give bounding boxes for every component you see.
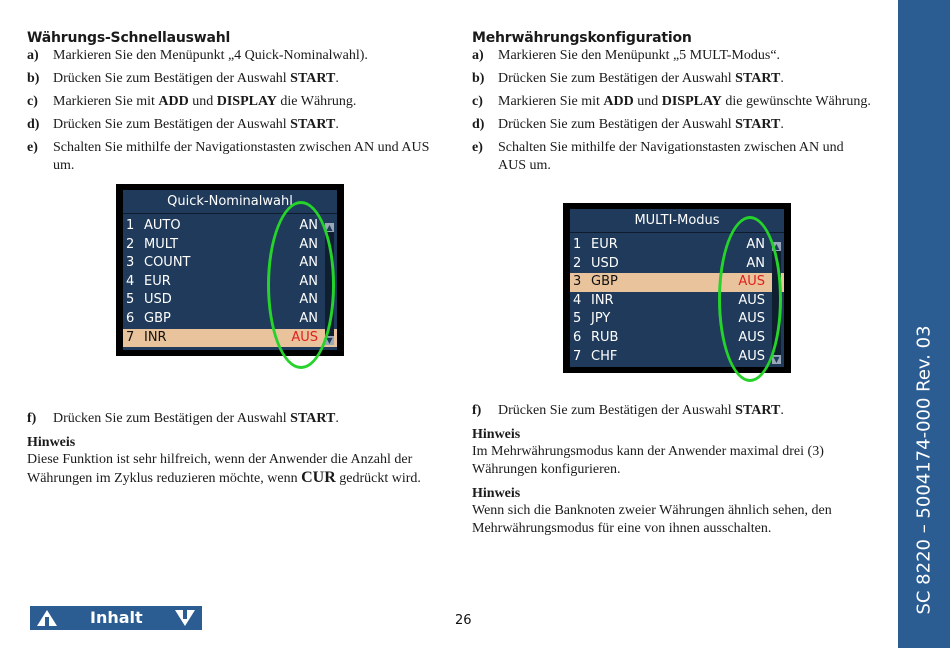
list-item: 6 RUB AUS xyxy=(573,329,765,345)
list-item: 5 JPY AUS xyxy=(573,311,765,327)
screen-title: MULTI-Modus xyxy=(570,209,784,233)
right-bottom xyxy=(472,402,872,538)
list-item-selected: 3 GBP AUS xyxy=(570,273,784,292)
list-item: 1 AUTO AN xyxy=(126,218,318,233)
step-f: f) Drücken Sie zum Bestätigen der Auswahl START. xyxy=(27,411,339,426)
scroll-down-icon: ▼ xyxy=(773,355,780,364)
step-f: f) Drücken Sie zum Bestätigen der Auswahl START. xyxy=(472,403,784,418)
highlight-oval-right xyxy=(718,216,782,382)
section-title-right: Mehrwährungskonfiguration xyxy=(472,30,692,46)
note-text: Diese Funktion ist sehr hilfreich, wenn der Anwender die Anzahl der Währungen im Zyklus reduzieren möchte, wenn CUR gedrückt wird. xyxy=(27,452,421,486)
scroll-up-icon: ▲ xyxy=(773,242,780,251)
step-a: a) Markieren Sie den Menüpunkt „5 MULT-Modus“. xyxy=(472,48,781,63)
note-heading: Hinweis xyxy=(472,427,521,442)
down-arrow-icon[interactable] xyxy=(174,609,196,627)
section-title-left: Währungs-Schnellauswahl xyxy=(27,30,231,46)
left-column xyxy=(27,30,437,180)
screen-title: Quick-Nominalwahl xyxy=(123,190,337,214)
right-column xyxy=(472,30,872,180)
step-d: d) Drücken Sie zum Bestätigen der Auswahl START. xyxy=(27,117,339,132)
list-item: 6 GBP AN xyxy=(126,310,318,326)
step-b: b) Drücken Sie zum Bestätigen der Auswahl START. xyxy=(472,71,784,86)
list-item: 2 USD AN xyxy=(573,255,765,271)
step-e: e) Schalten Sie mithilfe der Navigationstasten zwischen AN und AUS um. xyxy=(472,140,844,173)
contents-link[interactable]: Inhalt xyxy=(90,608,143,627)
list-item: 4 EUR AN xyxy=(126,273,318,289)
note-text: Im Mehrwährungsmodus kann der Anwender maximal drei (3) Währungen konfigurieren. xyxy=(472,444,824,477)
note-heading: Hinweis xyxy=(27,435,76,450)
scroll-up-icon: ▲ xyxy=(326,223,333,232)
list-item: 4 INR AUS xyxy=(573,292,765,308)
document-id: SC 8220 – 5004174-000 Rev. 03 xyxy=(913,325,935,615)
list-item-selected: 7 INR AUS xyxy=(123,329,337,348)
up-arrow-icon[interactable] xyxy=(36,609,58,627)
list-item: 2 MULT AN xyxy=(126,236,318,252)
step-d: d) Drücken Sie zum Bestätigen der Auswahl START. xyxy=(472,117,784,132)
note-heading: Hinweis xyxy=(472,486,521,501)
page-number: 26 xyxy=(455,613,472,628)
list-item: 3 COUNT AN xyxy=(126,255,318,271)
left-bottom xyxy=(27,410,437,488)
contents-nav-bar[interactable] xyxy=(30,606,202,630)
step-c: c) Markieren Sie mit ADD und DISPLAY die Währung. xyxy=(27,94,357,109)
list-item: 5 USD AN xyxy=(126,292,318,308)
highlight-oval-left xyxy=(267,201,335,369)
scroll-down-icon: ▼ xyxy=(326,336,333,345)
step-e: e) Schalten Sie mithilfe der Navigationstasten zwischen AN und AUS um. xyxy=(27,140,430,173)
note-text: Wenn sich die Banknoten zweier Währungen ähnlich sehen, den Mehrwährungsmodus für eine von ihnen ausschalten. xyxy=(472,503,832,536)
step-c: c) Markieren Sie mit ADD und DISPLAY die gewünschte Währung. xyxy=(472,94,871,109)
step-b: b) Drücken Sie zum Bestätigen der Auswahl START. xyxy=(27,71,339,86)
list-item: 7 CHF AUS xyxy=(573,348,765,364)
list-item: 1 EUR AN xyxy=(573,237,765,252)
side-band xyxy=(898,0,950,648)
step-a: a) Markieren Sie den Menüpunkt „4 Quick-Nominalwahl). xyxy=(27,48,368,63)
